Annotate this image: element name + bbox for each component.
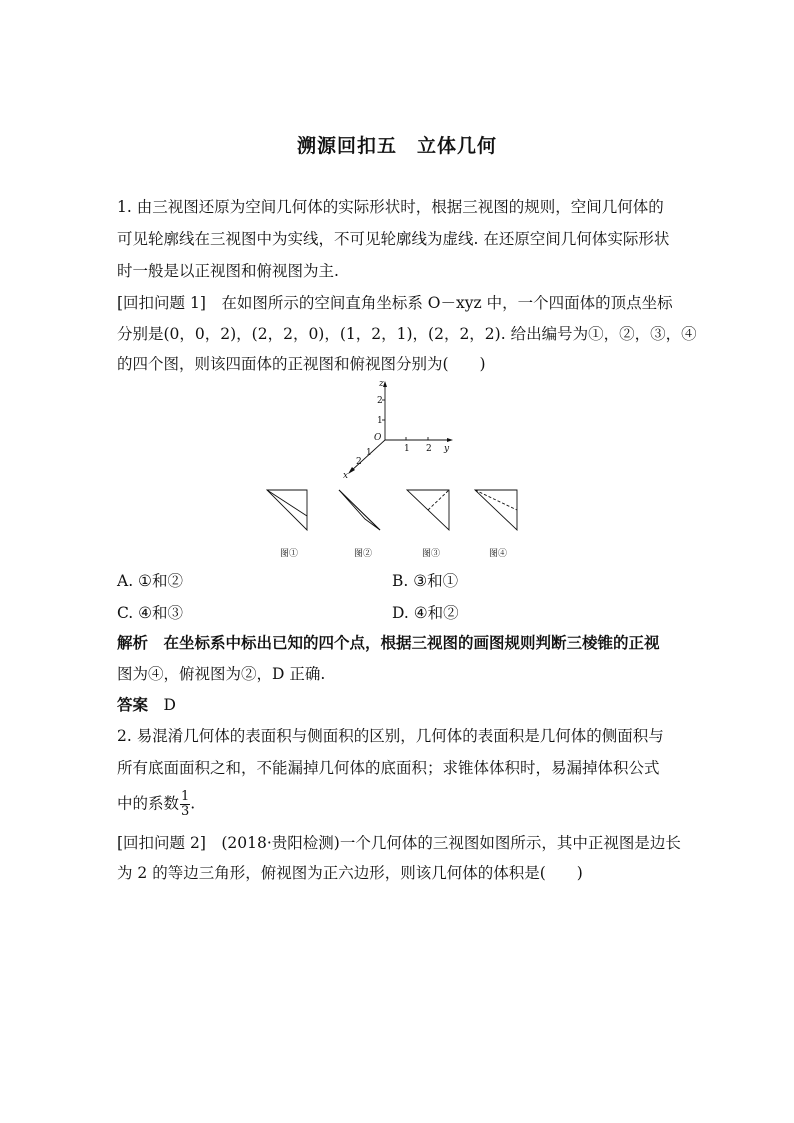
- section1-line-1: 1. 由三视图还原为空间几何体的实际形状时，根据三视图的规则，空间几何体的: [117, 198, 664, 216]
- z-tick-label-1: 1: [377, 416, 383, 426]
- analysis-text-1: 在坐标系中标出已知的四个点，根据三视图的画图规则判断三棱锥的正视: [163, 633, 660, 652]
- section2-line-3-prefix: 中的系数: [117, 794, 180, 813]
- option-a: A. ①和②: [117, 572, 183, 590]
- y-tick-label-1: 1: [404, 444, 410, 454]
- z-axis-label: z: [379, 379, 384, 389]
- section2-line-2: 所有底面面积之和，不能漏掉几何体的底面积；求锥体体积时，易漏掉体积公式: [117, 759, 660, 777]
- fraction-denominator: 3: [181, 804, 190, 819]
- problem2-line-1: [回扣问题 2] (2018·贵阳检测)一个几何体的三视图如图所示，其中正视图是边长: [117, 834, 681, 852]
- x-axis-label: x: [343, 471, 349, 481]
- y-arrow: [447, 438, 453, 442]
- answer-line: [117, 694, 176, 716]
- view-3: [407, 490, 449, 530]
- section2-line-3: [117, 790, 195, 819]
- view-4: [475, 490, 517, 530]
- view-1: [267, 490, 307, 530]
- figure-caption-3: 图③: [421, 549, 441, 559]
- section2-line-3-suffix: .: [190, 794, 196, 813]
- problem1-line-2: 分别是(0，0，2)，(2，2，0)，(1，2，1)，(2，2，2). 给出编号为①，②，③，④: [117, 325, 697, 343]
- x-tick-label-2: 2: [356, 457, 362, 467]
- page-title: 溯源回扣五 立体几何: [296, 135, 497, 157]
- answer-label: 答案: [117, 695, 149, 714]
- answer-value: D: [163, 696, 176, 714]
- problem2-line-2: 为 2 的等边三角形，俯视图为正六边形，则该几何体的体积是( ): [117, 864, 583, 882]
- fraction-one-third: [180, 790, 190, 819]
- y-tick-label-2: 2: [426, 444, 432, 454]
- section2-line-1: 2. 易混淆几何体的表面积与侧面积的区别，几何体的表面积是几何体的侧面积与: [117, 727, 664, 745]
- section1-line-3: 时一般是以正视图和俯视图为主.: [117, 262, 339, 280]
- analysis-label: 解析: [117, 633, 149, 652]
- problem1-figure: [255, 378, 535, 568]
- analysis-line-2: 图为④，俯视图为②，D 正确.: [117, 665, 326, 683]
- option-c: C. ④和③: [117, 604, 184, 622]
- problem1-line-1: [回扣问题 1] 在如图所示的空间直角坐标系 O－xyz 中，一个四面体的顶点坐标: [117, 294, 673, 312]
- figure-caption-1: 图①: [279, 549, 299, 559]
- coordinate-axes: [348, 381, 453, 474]
- origin-label: O: [374, 433, 382, 443]
- section1-line-2: 可见轮廓线在三视图中为实线，不可见轮廓线为虚线. 在还原空间几何体实际形状: [117, 230, 670, 248]
- figure-caption-4: 图④: [488, 549, 508, 559]
- fraction-numerator: 1: [181, 789, 190, 804]
- x-tick-label-1: 1: [366, 448, 372, 458]
- option-b: B. ③和①: [392, 572, 459, 590]
- option-d: D. ④和②: [392, 604, 459, 622]
- figure-caption-2: 图②: [353, 549, 373, 559]
- analysis-line-1: [117, 632, 660, 654]
- z-tick-label-2: 2: [377, 396, 383, 406]
- problem1-line-3: 的四个图，则该四面体的正视图和俯视图分别为( ): [117, 355, 486, 373]
- view-2: [339, 490, 380, 530]
- y-axis-label: y: [444, 444, 450, 454]
